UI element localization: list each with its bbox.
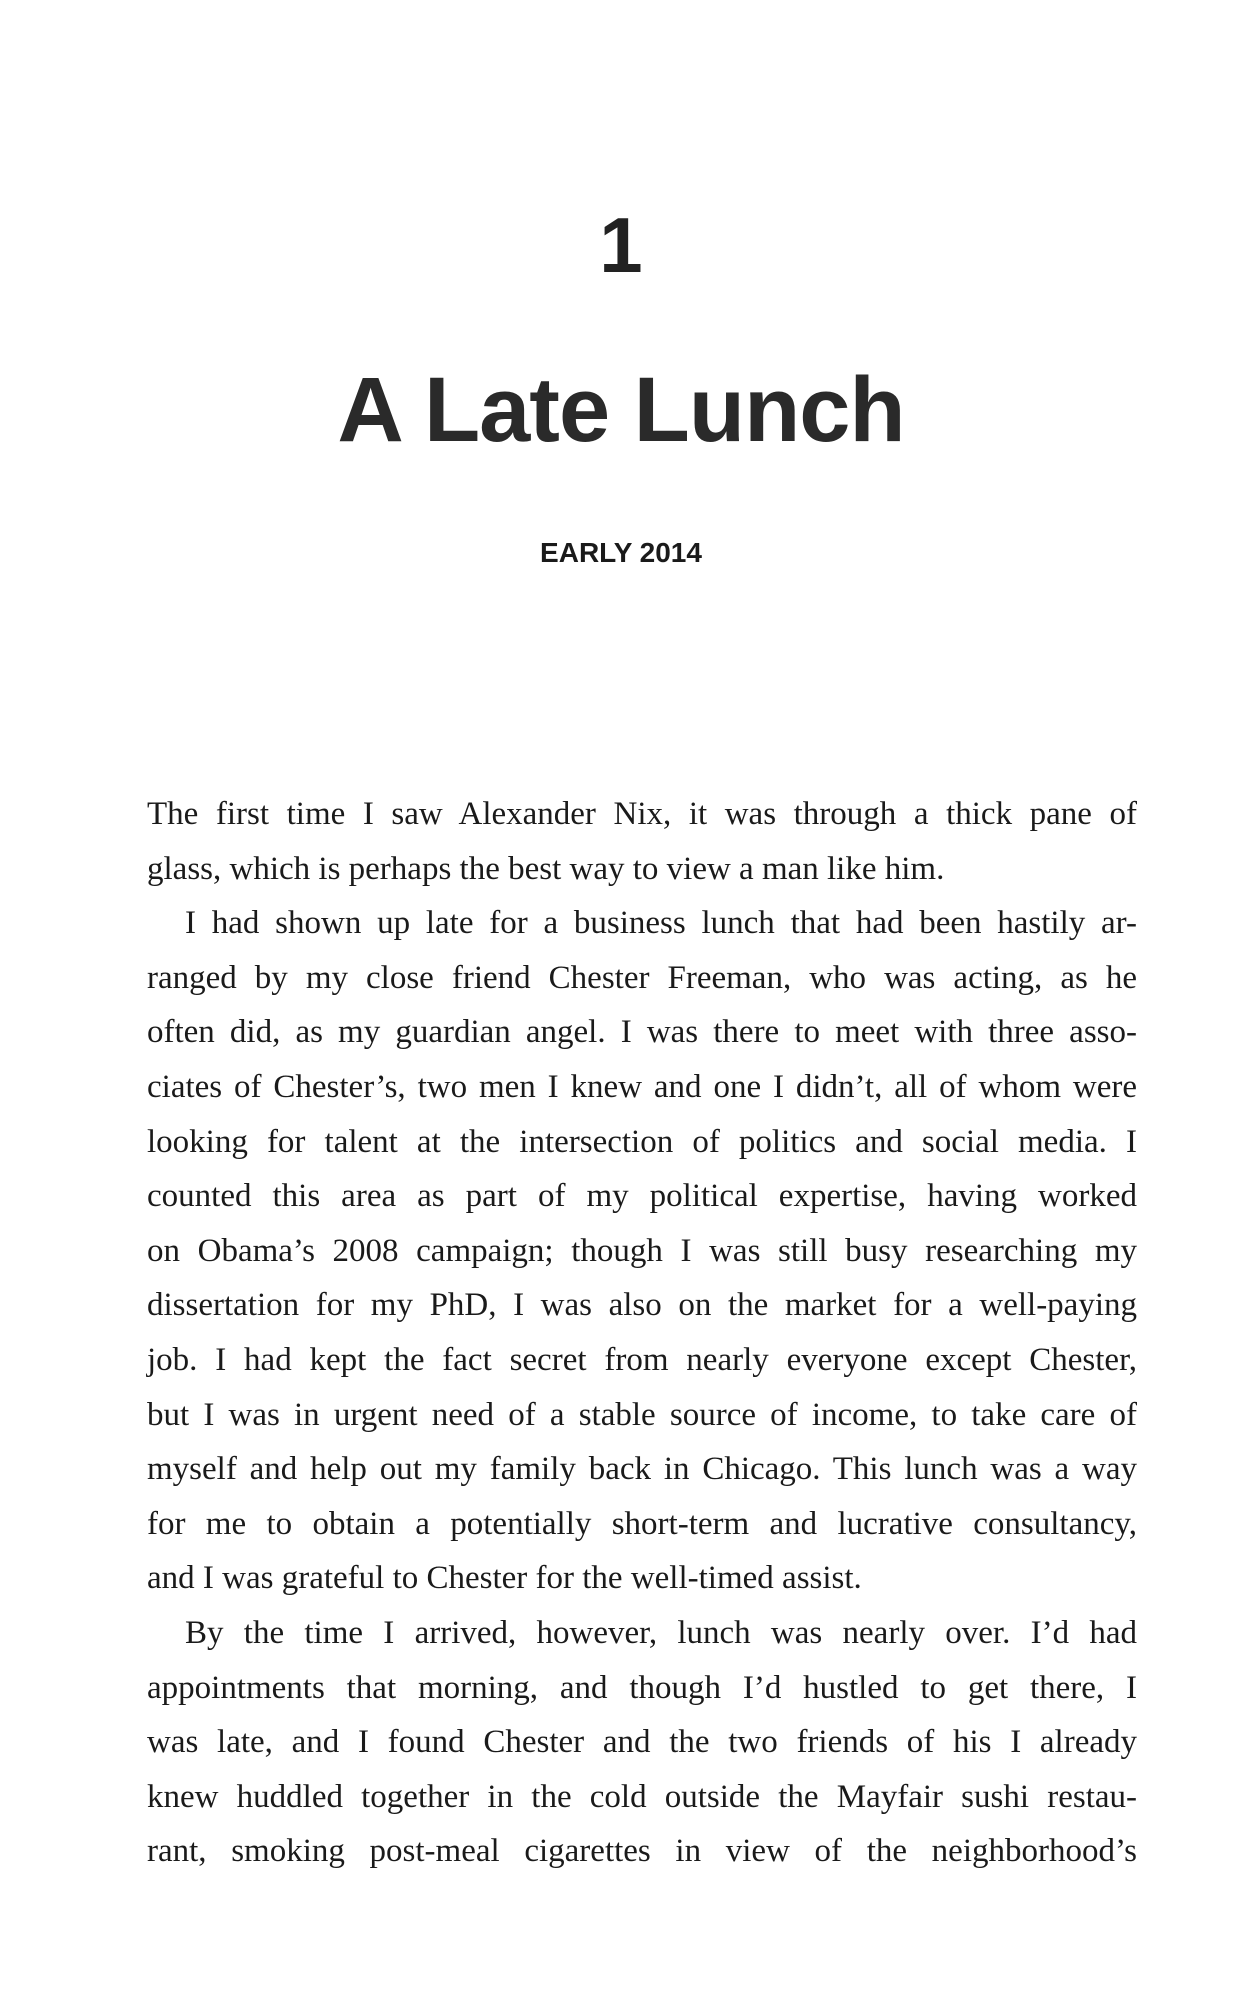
text-line: on Obama’s 2008 campaign; though I was still busy researching my (147, 1232, 1137, 1269)
text-line: rant, smoking post-meal cigarettes in view of the neighborhood’s (147, 1833, 1137, 1870)
text-line: for me to obtain a potentially short-term and lucrative consultancy, (147, 1505, 1137, 1542)
text-line: myself and help out my family back in Chicago. This lunch was a way (147, 1451, 1137, 1488)
text-line: dissertation for my PhD, I was also on the market for a well-paying (147, 1287, 1137, 1324)
text-line: often did, as my guardian angel. I was there to meet with three asso- (147, 1014, 1137, 1051)
text-line: The first time I saw Alexander Nix, it was through a thick pane of (147, 796, 1137, 832)
text-line: appointments that morning, and though I’d hustled to get there, I (147, 1669, 1137, 1706)
chapter-title: A Late Lunch (337, 359, 905, 461)
text-line: ranged by my close friend Chester Freeman, who was acting, as he (147, 959, 1137, 996)
text-line: knew huddled together in the cold outside the Mayfair sushi restau- (147, 1778, 1137, 1815)
text-line: looking for talent at the intersection of politics and social media. I (147, 1123, 1137, 1160)
text-line: By the time I arrived, however, lunch was nearly over. I’d had (185, 1614, 1137, 1651)
text-line: was late, and I found Chester and the two friends of his I already (147, 1724, 1137, 1761)
text-line: counted this area as part of my political expertise, having worked (147, 1178, 1137, 1215)
chapter-body-text (147, 787, 1137, 1879)
text-line: but I was in urgent need of a stable source of income, to take care of (147, 1396, 1137, 1433)
chapter-date: EARLY 2014 (540, 537, 702, 568)
text-line: ciates of Chester’s, two men I knew and one I didn’t, all of whom were (147, 1068, 1137, 1105)
text-line: I had shown up late for a business lunch that had been hastily ar- (185, 905, 1137, 942)
text-line: job. I had kept the fact secret from nearly everyone except Chester, (147, 1341, 1137, 1378)
text-line: glass, which is perhaps the best way to view a man like him. (147, 850, 945, 887)
chapter-number: 1 (599, 201, 643, 289)
text-line: and I was grateful to Chester for the well-timed assist. (147, 1560, 862, 1597)
